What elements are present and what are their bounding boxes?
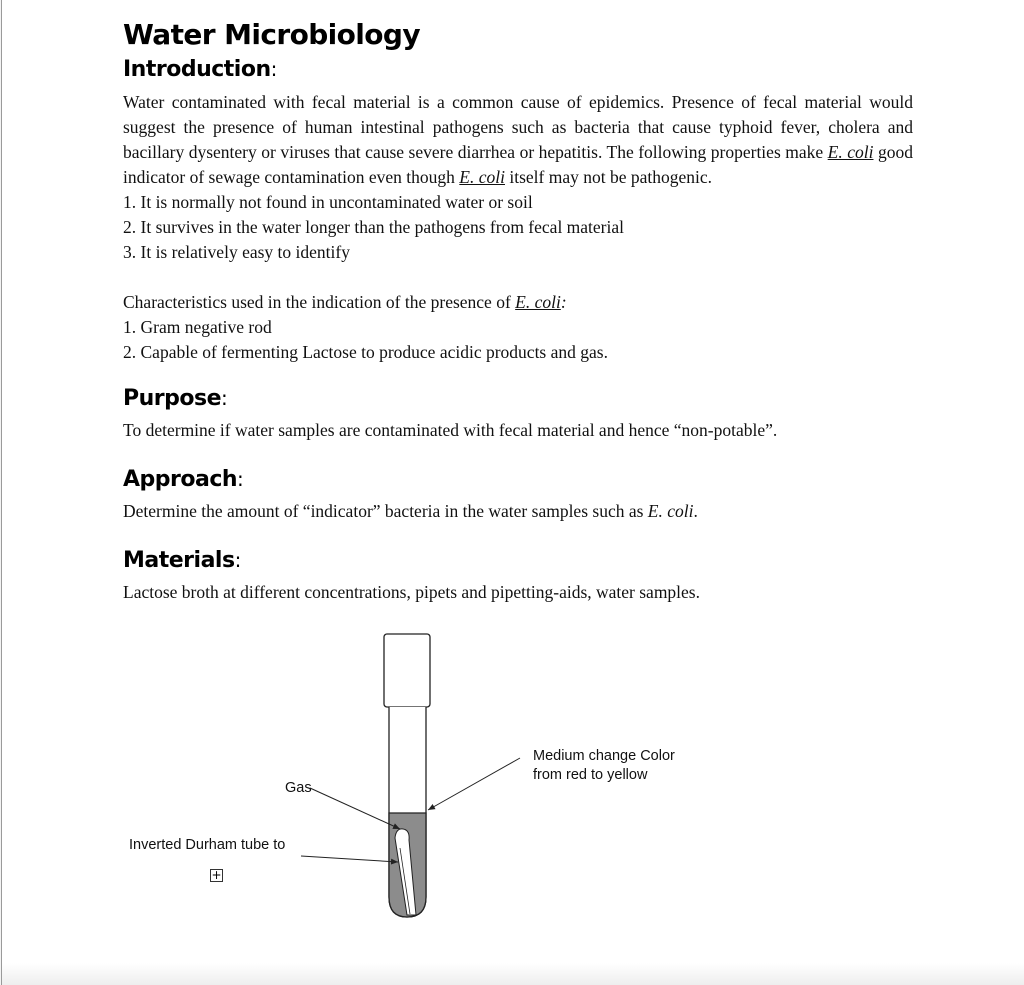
approach-heading-text: Approach — [123, 467, 238, 492]
introduction-heading — [123, 54, 913, 85]
ecoli-term: E. coli — [827, 142, 874, 162]
materials-heading — [123, 545, 913, 576]
heading-colon: : — [237, 467, 244, 491]
heading-colon: : — [270, 57, 277, 81]
materials-text: Lactose broth at different concentrations, pipets and pipetting-aids, water samples. — [123, 582, 700, 602]
medium-pointer — [428, 758, 520, 810]
purpose-text: To determine if water samples are contaminated with fecal material and hence “non-potable”. — [123, 420, 778, 440]
characteristics-list — [123, 315, 913, 365]
ecoli-term: E. coli — [515, 292, 561, 312]
materials-heading-text: Materials — [123, 548, 235, 573]
list-item: 3. It is relatively easy to identify — [123, 242, 350, 262]
list-item: 1. It is normally not found in uncontaminated water or soil — [123, 192, 533, 212]
document-content — [123, 16, 913, 605]
list-item: 2. It survives in the water longer than the pathogens from fecal material — [123, 217, 625, 237]
gas-pointer — [310, 788, 400, 829]
fermentation-tube-diagram — [2, 632, 1024, 922]
ecoli-term: E. coli — [459, 167, 505, 187]
medium-change-label-line1: Medium change Color — [533, 748, 675, 764]
expand-icon[interactable]: + — [211, 868, 222, 882]
document-page — [1, 0, 1024, 985]
purpose-heading — [123, 383, 913, 414]
introduction-heading-text: Introduction — [123, 57, 271, 82]
durham-tube-label: Inverted Durham tube to — [129, 837, 286, 853]
characteristics-text: Characteristics used in the indication of the presence of — [123, 292, 516, 312]
characteristics-colon: : — [560, 292, 567, 312]
intro-text-3: itself may not be pathogenic. — [504, 167, 713, 187]
approach-text — [123, 499, 913, 524]
purpose-heading-text: Purpose — [123, 386, 222, 411]
page-bottom-edge — [2, 963, 1024, 985]
intro-text-1: Water contaminated with fecal material is a common cause of epidemics. Presence of fecal material would suggest the presence of human intestinal pathogens such as bacteria that cause typhoid fever, cholera and bacillary dysentery or viruses that cause severe diarrhea or hepatitis. The following properties make — [123, 92, 913, 162]
characteristics-lead — [123, 290, 913, 315]
heading-colon: : — [221, 386, 228, 410]
heading-colon: : — [234, 548, 241, 572]
approach-heading — [123, 464, 913, 495]
list-item: 1. Gram negative rod — [123, 317, 272, 337]
medium-change-label-line2: from red to yellow — [533, 767, 648, 783]
properties-list — [123, 190, 913, 265]
tube-cap — [384, 634, 430, 707]
ecoli-term: E. coli — [647, 501, 694, 521]
approach-text-lead: Determine the amount of “indicator” bacteria in the water samples such as — [123, 501, 648, 521]
page-title: Water Microbiology — [123, 18, 421, 51]
durham-pointer — [301, 856, 398, 862]
introduction-paragraph — [123, 90, 913, 190]
list-item: 2. Capable of fermenting Lactose to produce acidic products and gas. — [123, 342, 608, 362]
gas-label: Gas — [285, 780, 312, 796]
intro-text-2: good indicator of sewage contamination even though — [123, 142, 913, 187]
approach-text-end: . — [693, 501, 698, 521]
